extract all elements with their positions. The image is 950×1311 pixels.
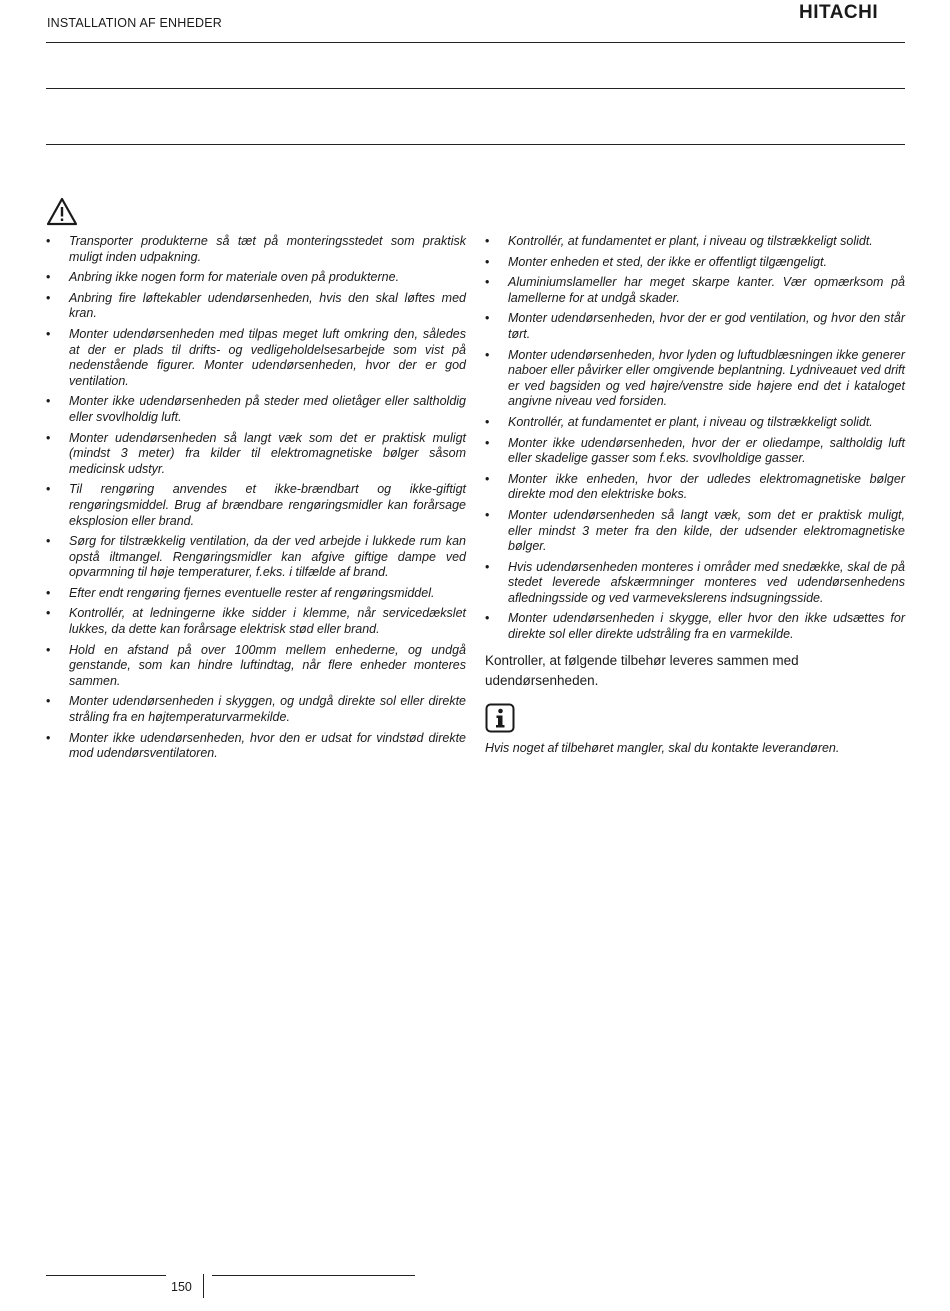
list-item: • Monter udendørsenheden, hvor der er god ventilation, og hvor den står tørt. [485, 311, 905, 342]
page-number: 150 [171, 1280, 192, 1294]
list-item: • Monter udendørsenheden, hvor lyden og luftudblæsningen ikke generer naboer eller påvirker eller omgivende beplantning. Lydniveauet ved drift er ved bagsiden og ved højre/venstre side højere end det i kataloget angivne niveau ved forsiden. [485, 348, 905, 410]
list-item: • Monter ikke udendørsenheden, hvor der er oliedampe, saltholdig luft eller skadelige gasser som f.eks. svovlholdige gasser. [485, 436, 905, 467]
hitachi-logo: HITACHI [799, 2, 879, 23]
list-item: • Kontrollér, at fundamentet er plant, i niveau og tilstrækkeligt solidt. [485, 234, 905, 250]
list-item: • Monter udendørsenheden så langt væk som det er praktisk muligt (mindst 3 meter) fra kilder til elektromagnetiske bølger såsom medicinsk udstyr. [46, 431, 466, 478]
left-column [46, 234, 466, 767]
section-rule-2 [46, 144, 905, 145]
list-item: • Monter ikke enheden, hvor der udledes elektromagnetiske bølger direkte mod den elektriske boks. [485, 472, 905, 503]
list-item: • Monter ikke udendørsenheden på steder med olietåger eller saltholdig eller svovlholdig luft. [46, 394, 466, 425]
right-column [485, 234, 905, 755]
left-bullet-list [46, 234, 466, 762]
list-item: • Kontrollér, at ledningerne ikke sidder i klemme, når servicedækslet lukkes, da dette kan forårsage elektrisk stød eller brand. [46, 606, 466, 637]
list-item: • Aluminiumslameller har meget skarpe kanter. Vær opmærksom på lamellerne for at undgå skader. [485, 275, 905, 306]
list-item: • Transporter produkterne så tæt på monteringsstedet som praktisk muligt inden udpakning. [46, 234, 466, 265]
list-item: • Monter udendørsenheden så langt væk, som det er praktisk muligt, eller mindst 3 meter fra den kilde, der udsender elektromagnetiske bølger. [485, 508, 905, 555]
list-item: • Anbring ikke nogen form for materiale oven på produkterne. [46, 270, 466, 286]
list-item: • Monter enheden et sted, der ikke er offentligt tilgængeligt. [485, 255, 905, 271]
list-item: • Hold en afstand på over 100mm mellem enhederne, og undgå genstande, som kan hindre luftindtag, når flere enheder monteres sammen. [46, 643, 466, 690]
list-item: • Til rengøring anvendes et ikke-brændbart og ikke-giftigt rengøringsmiddel. Brug af brændbare rengøringsmidler kan forårsage eksplosion eller brand. [46, 482, 466, 529]
info-note: Hvis noget af tilbehøret mangler, skal du kontakte leverandøren. [485, 740, 840, 755]
header-title: INSTALLATION AF ENHEDER [47, 16, 223, 30]
list-item: • Efter endt rengøring fjernes eventuelle rester af rengøringsmiddel. [46, 586, 466, 602]
footer-divider [203, 1274, 204, 1298]
accessories-paragraph: Kontroller, at følgende tilbehør leveres sammen med udendørsenheden. [485, 652, 799, 688]
footer-rule-right [212, 1275, 415, 1276]
list-item: • Monter ikke udendørsenheden, hvor den er udsat for vindstød direkte mod udendørsventilatoren. [46, 731, 466, 762]
list-item: • Monter udendørsenheden i skygge, eller hvor den ikke udsættes for direkte sol eller direkte udstråling fra en varmekilde. [485, 611, 905, 642]
info-icon [485, 703, 515, 733]
list-item: • Monter udendørsenheden i skyggen, og undgå direkte sol eller direkte stråling fra en højtemperaturvarmekilde. [46, 694, 466, 725]
footer-rule-left [46, 1275, 166, 1276]
list-item: • Monter udendørsenheden med tilpas meget luft omkring den, således at der er plads til drifts- og vedligeholdelsesarbejde som vist på nedenstående figurer. Monter udendørsenheden, hvor der er god ventilation. [46, 327, 466, 389]
list-item: • Hvis udendørsenheden monteres i områder med snedække, skal de på stedet leverede afskærmninger monteres ved udendørsenhedens afledningsside og ved varmevekslerens indsugningsside. [485, 560, 905, 607]
list-item: • Kontrollér, at fundamentet er plant, i niveau og tilstrækkeligt solidt. [485, 415, 905, 431]
warning-triangle-icon [46, 197, 78, 227]
header-rule [46, 42, 905, 43]
section-rule-1 [46, 88, 905, 89]
list-item: • Sørg for tilstrækkelig ventilation, da der ved arbejde i lukkede rum kan opstå iltmangel. Rengøringsmidler kan afgive giftige dampe ved opvarmning til høje temperaturer, f.eks. i tilfælde af brand. [46, 534, 466, 581]
right-bullet-list [485, 234, 905, 643]
list-item: • Anbring fire løftekabler udendørsenheden, hvis den skal løftes med kran. [46, 291, 466, 322]
